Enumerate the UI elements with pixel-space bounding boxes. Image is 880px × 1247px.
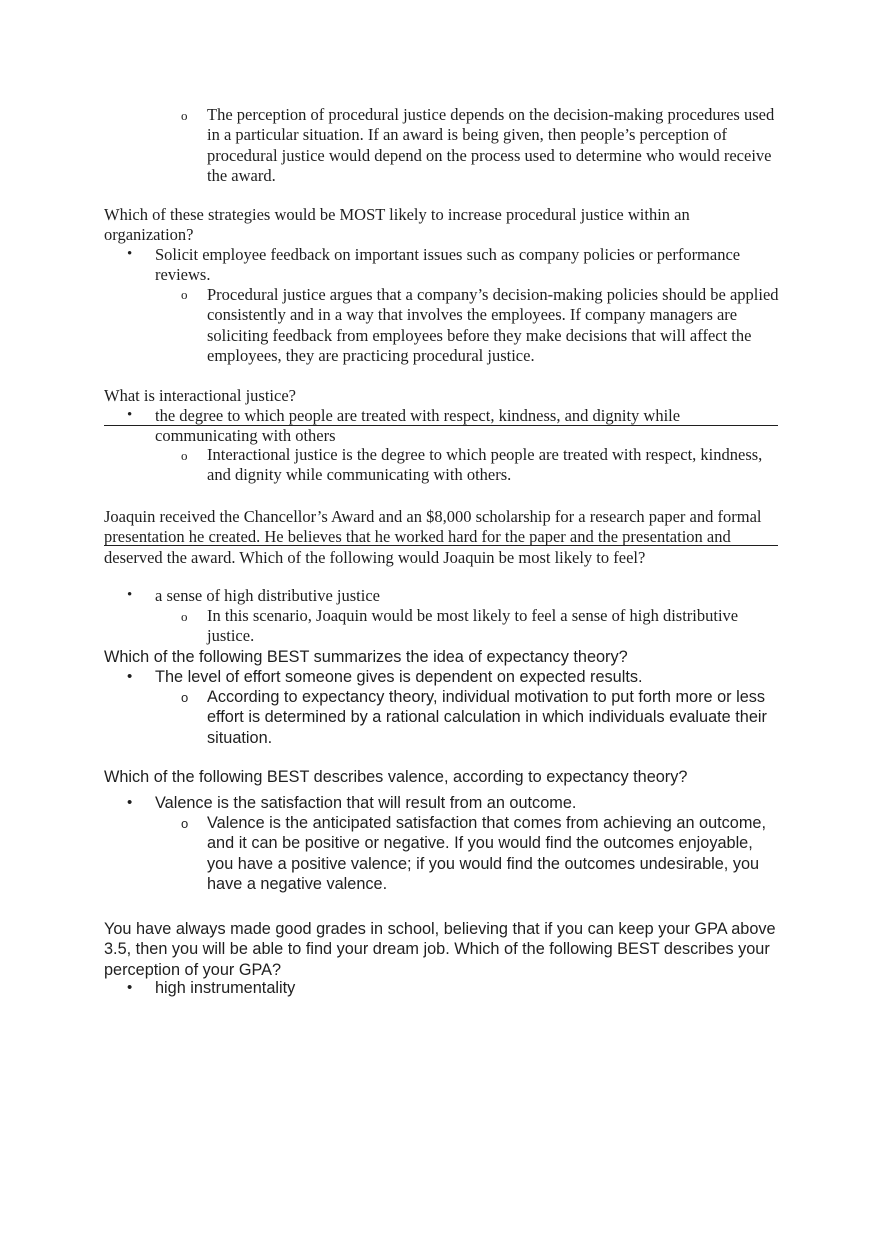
answer-joaquin: a sense of high distributive justice <box>155 586 380 605</box>
sub-bullet-marker: o <box>181 690 189 705</box>
explanation-expectancy-theory: According to expectancy theory, individual motivation to put forth more or less effort is determined by a rational calculation in which individuals evaluate their situation. <box>207 688 767 747</box>
question-valence: Which of the following BEST describes valence, according to expectancy theory? <box>104 768 688 786</box>
bullet-marker: • <box>127 246 133 262</box>
sub-bullet-marker: o <box>181 108 188 123</box>
top-explanation: The perception of procedural justice depends on the decision-making procedures used in a particular situation. If an award is being given, then people’s perception of procedural justice would depend on the process used to determine who would receive the award. <box>207 105 775 185</box>
bullet-marker: • <box>127 587 133 603</box>
bullet-marker: • <box>127 407 133 423</box>
explanation-procedural-strategies: Procedural justice argues that a company’s decision-making policies should be applied consistently and in a way that involves the employees. If company managers are soliciting feedback from employees before they make decisions that will affect the employees, they are practicing procedural justice. <box>207 285 779 365</box>
explanation-valence: Valence is the anticipated satisfaction that comes from achieving an outcome, and it can be positive or negative. If you would find the outcomes enjoyable, you have a positive valence; if you would find the outcomes undesirable, you have a negative valence. <box>207 814 766 893</box>
answer-interactional-justice: the degree to which people are treated with respect, kindness, and dignity while communicating with others <box>155 406 681 446</box>
underline-rule <box>104 425 778 426</box>
question-joaquin: Joaquin received the Chancellor’s Award and an $8,000 scholarship for a research paper and formal presentation he created. He believes that he worked hard for the paper and the presentation and deserved the award. Which of the following would Joaquin be most likely to feel? <box>104 507 762 567</box>
answer-procedural-strategies: Solicit employee feedback on important issues such as company policies or performance reviews. <box>155 245 741 285</box>
explanation-joaquin: In this scenario, Joaquin would be most likely to feel a sense of high distributive justice. <box>207 606 739 646</box>
question-interactional-justice: What is interactional justice? <box>104 386 296 405</box>
question-gpa: You have always made good grades in school, believing that if you can keep your GPA above 3.5, then you will be able to find your dream job. Which of the following BEST describes your perception of your GPA? <box>104 920 776 979</box>
underline-rule <box>104 545 778 546</box>
sub-bullet-marker: o <box>181 287 188 302</box>
answer-valence: Valence is the satisfaction that will result from an outcome. <box>155 794 577 812</box>
bullet-marker: • <box>127 668 133 685</box>
question-expectancy-theory: Which of the following BEST summarizes the idea of expectancy theory? <box>104 648 628 666</box>
answer-expectancy-theory: The level of effort someone gives is dependent on expected results. <box>155 668 643 686</box>
explanation-interactional-justice: Interactional justice is the degree to which people are treated with respect, kindness, and dignity while communicating with others. <box>207 445 763 485</box>
bullet-marker: • <box>127 979 133 996</box>
sub-bullet-marker: o <box>181 609 188 624</box>
bullet-marker: • <box>127 794 133 811</box>
sub-bullet-marker: o <box>181 816 189 831</box>
sub-bullet-marker: o <box>181 448 188 463</box>
question-procedural-strategies: Which of these strategies would be MOST likely to increase procedural justice within an organization? <box>104 205 690 245</box>
answer-gpa: high instrumentality <box>155 979 296 997</box>
